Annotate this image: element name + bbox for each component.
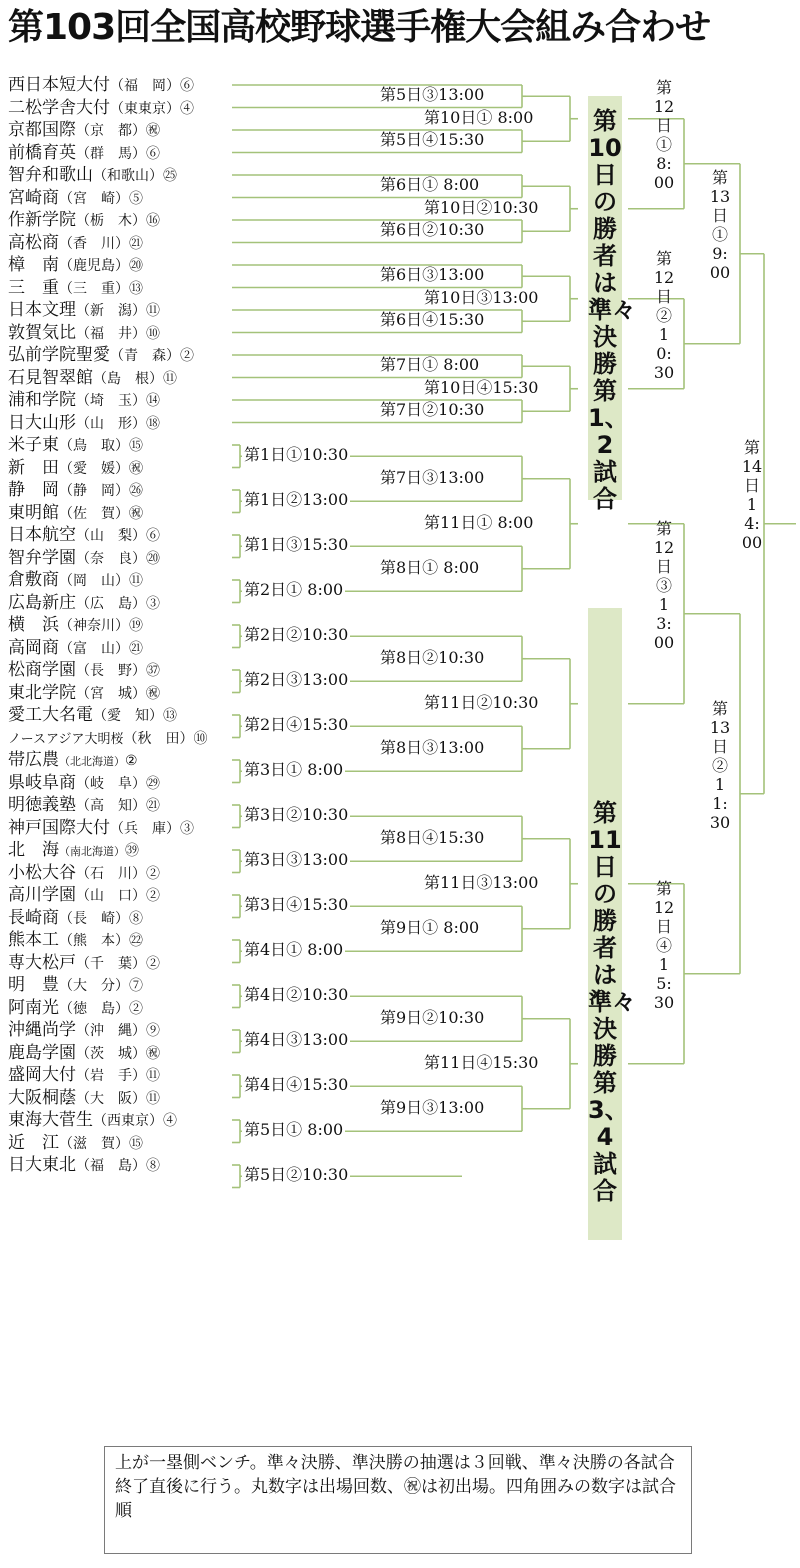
team-row — [8, 1019, 240, 1041]
team-row — [8, 1064, 240, 1086]
round-label: 第12日②10:30 — [653, 248, 675, 382]
team-row — [8, 479, 240, 501]
team-prefecture: （青 森） — [110, 348, 180, 364]
team-prefecture: （長 崎） — [59, 910, 129, 927]
team-row — [8, 277, 240, 299]
team-prefecture: （福 島） — [76, 1158, 146, 1174]
team-appearances: ④ — [163, 1113, 177, 1129]
round-label: 第12日①8:00 — [653, 78, 675, 193]
game-label: 第7日②10:30 — [380, 400, 485, 420]
team-appearances: ⑳ — [129, 258, 143, 274]
team-row — [8, 389, 240, 411]
team-appearances: ㉖ — [129, 483, 143, 499]
team-name: 神戸国際大付 — [8, 817, 110, 838]
team-row — [8, 322, 240, 344]
team-row — [8, 862, 240, 884]
team-prefecture: （山 口） — [76, 888, 146, 904]
team-row — [8, 884, 240, 906]
team-name: 智弁学園 — [8, 547, 76, 568]
team-name: 横 浜 — [8, 615, 59, 635]
game-label: 第3日④15:30 — [244, 895, 349, 915]
team-prefecture: （宮 崎） — [59, 190, 129, 207]
team-row — [8, 682, 240, 704]
game-label: 第10日④15:30 — [424, 377, 539, 397]
team-name: 作新学院 — [8, 210, 76, 230]
team-appearances: ㊗ — [146, 685, 160, 702]
team-name: 大阪桐蔭 — [8, 1087, 76, 1108]
team-name: 静 岡 — [8, 480, 59, 500]
team-name: ノースアジア大明桜 — [8, 731, 124, 747]
team-appearances: ㉑ — [129, 235, 143, 252]
team-name: 宮崎商 — [8, 187, 59, 208]
team-appearances: ㊗ — [146, 123, 160, 139]
team-row — [8, 749, 240, 771]
team-appearances: ⑤ — [129, 190, 143, 207]
team-row — [8, 637, 240, 659]
team-name: 県岐阜商 — [8, 772, 76, 793]
team-prefecture: （南北海道） — [59, 845, 125, 858]
team-appearances: ㉙ — [146, 775, 160, 792]
team-row — [8, 974, 240, 996]
team-name: 熊本工 — [8, 930, 59, 950]
game-label: 第1日③15:30 — [244, 535, 349, 555]
team-row — [8, 232, 240, 254]
team-appearances: ㊴ — [125, 843, 139, 859]
team-name: 明 豊 — [8, 975, 59, 995]
team-name: 倉敷商 — [8, 570, 59, 590]
game-label: 第10日②10:30 — [424, 197, 539, 217]
team-row — [8, 817, 240, 839]
team-name: 日大東北 — [8, 1155, 76, 1175]
team-name: 日大山形 — [8, 412, 76, 433]
team-name: 樟 南 — [8, 255, 59, 275]
game-label: 第9日① 8:00 — [380, 917, 480, 937]
team-row — [8, 1087, 240, 1109]
game-label: 第2日① 8:00 — [244, 580, 344, 600]
team-name: 西日本短大付 — [8, 75, 110, 95]
game-label: 第8日②10:30 — [380, 647, 485, 667]
team-prefecture: （大 分） — [59, 978, 129, 994]
game-label: 第4日④15:30 — [244, 1075, 349, 1095]
team-appearances: ⑪ — [146, 303, 160, 319]
game-label: 第10日① 8:00 — [424, 107, 534, 127]
team-prefecture: （宮 城） — [76, 685, 146, 702]
round-label: 第12日④15:30 — [653, 878, 675, 1012]
team-prefecture: （山 形） — [76, 415, 146, 432]
game-label: 第5日④15:30 — [380, 130, 485, 150]
team-appearances: ⑲ — [129, 618, 143, 634]
team-appearances: ② — [146, 888, 160, 904]
team-name: 浦和学院 — [8, 390, 76, 410]
team-prefecture: （千 葉） — [76, 955, 146, 972]
team-prefecture: （兵 庫） — [110, 820, 180, 837]
team-prefecture: （長 野） — [76, 663, 146, 679]
team-prefecture: （奈 良） — [76, 550, 146, 567]
team-name: 弘前学院聖愛 — [8, 345, 110, 365]
team-appearances: ⑥ — [146, 145, 160, 162]
team-appearances: ㊗ — [129, 505, 143, 522]
game-label: 第6日④15:30 — [380, 310, 485, 330]
team-appearances: ④ — [180, 100, 194, 117]
team-prefecture: （茨 城） — [76, 1045, 146, 1062]
band-bottom-label: 第11日の勝者は準々決勝第3、4試合 — [588, 799, 636, 1205]
team-prefecture: （滋 賀） — [59, 1135, 129, 1152]
team-appearances: ⑬ — [163, 708, 177, 724]
team-prefecture: （新 潟） — [76, 303, 146, 319]
team-appearances: ⑯ — [146, 213, 160, 229]
team-appearances: ㉕ — [163, 168, 177, 184]
team-appearances: ㉒ — [129, 933, 143, 949]
team-appearances: ⑪ — [163, 370, 177, 387]
team-appearances: ⑮ — [129, 1135, 143, 1152]
team-row — [8, 1132, 240, 1154]
team-name: 盛岡大付 — [8, 1065, 76, 1085]
team-name: 東北学院 — [8, 682, 76, 703]
team-name: 高川学園 — [8, 885, 76, 905]
team-prefecture: （山 梨） — [76, 528, 146, 544]
team-prefecture: （高 知） — [76, 798, 146, 814]
team-row — [8, 614, 240, 636]
team-row — [8, 839, 240, 861]
team-prefecture: （静 岡） — [59, 483, 129, 499]
team-row — [8, 659, 240, 681]
game-label: 第10日③13:00 — [424, 287, 539, 307]
game-label: 第11日②10:30 — [424, 692, 539, 712]
team-appearances: ⑪ — [146, 1090, 160, 1107]
team-row — [8, 704, 240, 726]
team-prefecture: （鳥 取） — [59, 438, 129, 454]
team-name: 沖縄尚学 — [8, 1020, 76, 1040]
team-name: 高岡商 — [8, 637, 59, 658]
team-name: 新 田 — [8, 457, 59, 478]
team-name: 日本文理 — [8, 300, 76, 320]
game-label: 第6日③13:00 — [380, 265, 485, 285]
team-name: 前橋育英 — [8, 142, 76, 163]
team-row — [8, 1042, 240, 1064]
team-row — [8, 907, 240, 929]
team-appearances: ③ — [146, 595, 160, 612]
team-prefecture: （岐 阜） — [76, 775, 146, 792]
game-label: 第8日① 8:00 — [380, 557, 480, 577]
game-label: 第5日②10:30 — [244, 1165, 349, 1185]
game-label: 第8日④15:30 — [380, 827, 485, 847]
game-label: 第1日①10:30 — [244, 445, 349, 465]
team-name: 東明館 — [8, 502, 59, 523]
team-appearances: ③ — [180, 820, 194, 837]
team-appearances: ㉑ — [146, 798, 160, 814]
game-label: 第2日④15:30 — [244, 715, 349, 735]
team-appearances: ㊗ — [146, 1045, 160, 1062]
team-appearances: ② — [180, 348, 194, 364]
game-label: 第8日③13:00 — [380, 737, 485, 757]
team-prefecture: （鹿児島） — [59, 258, 129, 274]
team-appearances: ㊗ — [129, 460, 143, 477]
team-appearances: ⑪ — [129, 573, 143, 589]
game-label: 第4日③13:00 — [244, 1030, 349, 1050]
team-row — [8, 164, 240, 186]
team-name: 小松大谷 — [8, 862, 76, 883]
game-label: 第3日③13:00 — [244, 850, 349, 870]
team-row — [8, 952, 240, 974]
team-row — [8, 74, 240, 96]
team-row — [8, 592, 240, 614]
team-row — [8, 299, 240, 321]
game-label: 第6日① 8:00 — [380, 175, 480, 195]
game-label: 第9日③13:00 — [380, 1097, 485, 1117]
team-name: 高松商 — [8, 232, 59, 253]
team-appearances: ⑥ — [146, 528, 160, 544]
game-label: 第5日① 8:00 — [244, 1120, 344, 1140]
game-label: 第4日① 8:00 — [244, 940, 344, 960]
team-prefecture: （沖 縄） — [76, 1023, 146, 1039]
team-row — [8, 794, 240, 816]
team-row — [8, 929, 240, 951]
team-prefecture: （島 根） — [93, 370, 163, 387]
team-name: 米子東 — [8, 435, 59, 455]
team-row — [8, 997, 240, 1019]
game-label: 第3日① 8:00 — [244, 760, 344, 780]
team-prefecture: （愛 媛） — [59, 460, 129, 477]
round-label: 第13日②11:30 — [709, 698, 731, 832]
team-appearances: ㉑ — [129, 640, 143, 657]
game-label: 第9日②10:30 — [380, 1007, 485, 1027]
team-appearances: ⑪ — [146, 1068, 160, 1084]
team-row — [8, 772, 240, 794]
team-prefecture: （京 都） — [76, 123, 146, 139]
team-name: 京都国際 — [8, 120, 76, 140]
game-label: 第11日① 8:00 — [424, 512, 534, 532]
game-label: 第7日③13:00 — [380, 467, 485, 487]
team-appearances: ⑱ — [146, 415, 160, 432]
team-row — [8, 344, 240, 366]
team-prefecture: （石 川） — [76, 865, 146, 882]
game-label: 第5日③13:00 — [380, 85, 485, 105]
team-prefecture: （佐 賀） — [59, 505, 129, 522]
team-row — [8, 502, 240, 524]
team-prefecture: （岡 山） — [59, 573, 129, 589]
team-appearances: ② — [146, 865, 160, 882]
team-prefecture: （大 阪） — [76, 1090, 146, 1107]
game-label: 第7日① 8:00 — [380, 355, 480, 375]
team-prefecture: （群 馬） — [76, 145, 146, 162]
team-prefecture: （岩 手） — [76, 1068, 146, 1084]
team-prefecture: （福 岡） — [110, 78, 180, 94]
team-prefecture: （北北海道） — [59, 755, 125, 768]
team-name: 広島新庄 — [8, 592, 76, 613]
team-row — [8, 367, 240, 389]
team-row — [8, 1154, 240, 1176]
team-row — [8, 727, 240, 749]
team-appearances: ⑩ — [193, 730, 208, 747]
team-prefecture: （秋 田） — [123, 730, 194, 747]
team-row — [8, 119, 240, 141]
team-row — [8, 97, 240, 119]
game-label: 第4日②10:30 — [244, 985, 349, 1005]
game-label: 第1日②13:00 — [244, 490, 349, 510]
team-row — [8, 142, 240, 164]
team-appearances: ⑩ — [146, 325, 160, 342]
team-appearances: ② — [146, 955, 160, 972]
legend-note: 上が一塁側ベンチ。準々決勝、準決勝の抽選は３回戦、準々決勝の各試合終了直後に行う。丸数字は出場回数、㊗は初出場。四角囲みの数字は試合順 — [104, 1446, 692, 1554]
team-row — [8, 254, 240, 276]
team-row — [8, 209, 240, 231]
team-appearances: ② — [129, 1000, 143, 1017]
team-prefecture: （広 島） — [76, 595, 146, 612]
team-name: 松商学園 — [8, 660, 76, 680]
team-row — [8, 1109, 240, 1131]
team-row — [8, 569, 240, 591]
team-appearances: ⑳ — [146, 550, 160, 567]
team-name: 専大松戸 — [8, 952, 76, 973]
team-name: 近 江 — [8, 1132, 59, 1153]
game-label: 第3日②10:30 — [244, 805, 349, 825]
team-prefecture: （富 山） — [59, 640, 129, 657]
team-name: 北 海 — [8, 840, 59, 860]
team-row — [8, 187, 240, 209]
team-name: 明徳義塾 — [8, 795, 76, 815]
team-name: 東海大菅生 — [8, 1110, 93, 1130]
band-top-label: 第10日の勝者は準々決勝第1、2試合 — [588, 107, 636, 513]
team-name: 石見智翠館 — [8, 367, 93, 388]
game-label: 第11日③13:00 — [424, 872, 539, 892]
team-appearances: ⑧ — [146, 1158, 160, 1174]
team-appearances: ⑦ — [129, 978, 143, 994]
page-title: 第103回全国高校野球選手権大会組み合わせ — [8, 7, 711, 48]
team-prefecture: （東東京） — [110, 100, 180, 117]
team-prefecture: （福 井） — [76, 325, 146, 342]
game-label: 第11日④15:30 — [424, 1052, 539, 1072]
team-name: 二松学舎大付 — [8, 97, 110, 118]
round-label: 第12日③13:00 — [653, 518, 675, 652]
team-prefecture: （神奈川） — [59, 618, 129, 634]
team-prefecture: （西東京） — [93, 1113, 163, 1129]
team-prefecture: （三 重） — [59, 280, 129, 297]
team-name: 長崎商 — [8, 907, 59, 928]
team-appearances: ⑨ — [146, 1023, 160, 1039]
team-name: 三 重 — [8, 277, 59, 298]
team-prefecture: （熊 本） — [59, 933, 129, 949]
game-label: 第6日②10:30 — [380, 220, 485, 240]
team-appearances: ㊲ — [146, 663, 160, 679]
team-prefecture: （埼 玉） — [76, 393, 146, 409]
team-appearances: ② — [125, 753, 138, 769]
team-name: 阿南光 — [8, 997, 59, 1018]
team-row — [8, 547, 240, 569]
round-label: 第14日14:00 — [741, 438, 763, 553]
team-name: 敦賀気比 — [8, 322, 76, 343]
team-row — [8, 412, 240, 434]
game-label: 第2日②10:30 — [244, 625, 349, 645]
team-prefecture: （愛 知） — [93, 708, 163, 724]
team-name: 帯広農 — [8, 750, 59, 770]
team-appearances: ⑧ — [129, 910, 143, 927]
team-row — [8, 434, 240, 456]
team-name: 日本航空 — [8, 525, 76, 545]
round-label: 第13日①9:00 — [709, 168, 731, 283]
team-appearances: ⑮ — [129, 438, 143, 454]
team-appearances: ⑭ — [146, 393, 160, 409]
team-row — [8, 524, 240, 546]
team-name: 智弁和歌山 — [8, 165, 93, 185]
team-name: 鹿島学園 — [8, 1042, 76, 1063]
team-prefecture: （栃 木） — [76, 213, 146, 229]
team-prefecture: （和歌山） — [93, 168, 163, 184]
team-appearances: ⑬ — [129, 280, 143, 297]
team-prefecture: （徳 島） — [59, 1000, 129, 1017]
team-name: 愛工大名電 — [8, 705, 93, 725]
team-prefecture: （香 川） — [59, 235, 129, 252]
game-label: 第2日③13:00 — [244, 670, 349, 690]
team-appearances: ⑥ — [180, 78, 194, 94]
team-row — [8, 457, 240, 479]
